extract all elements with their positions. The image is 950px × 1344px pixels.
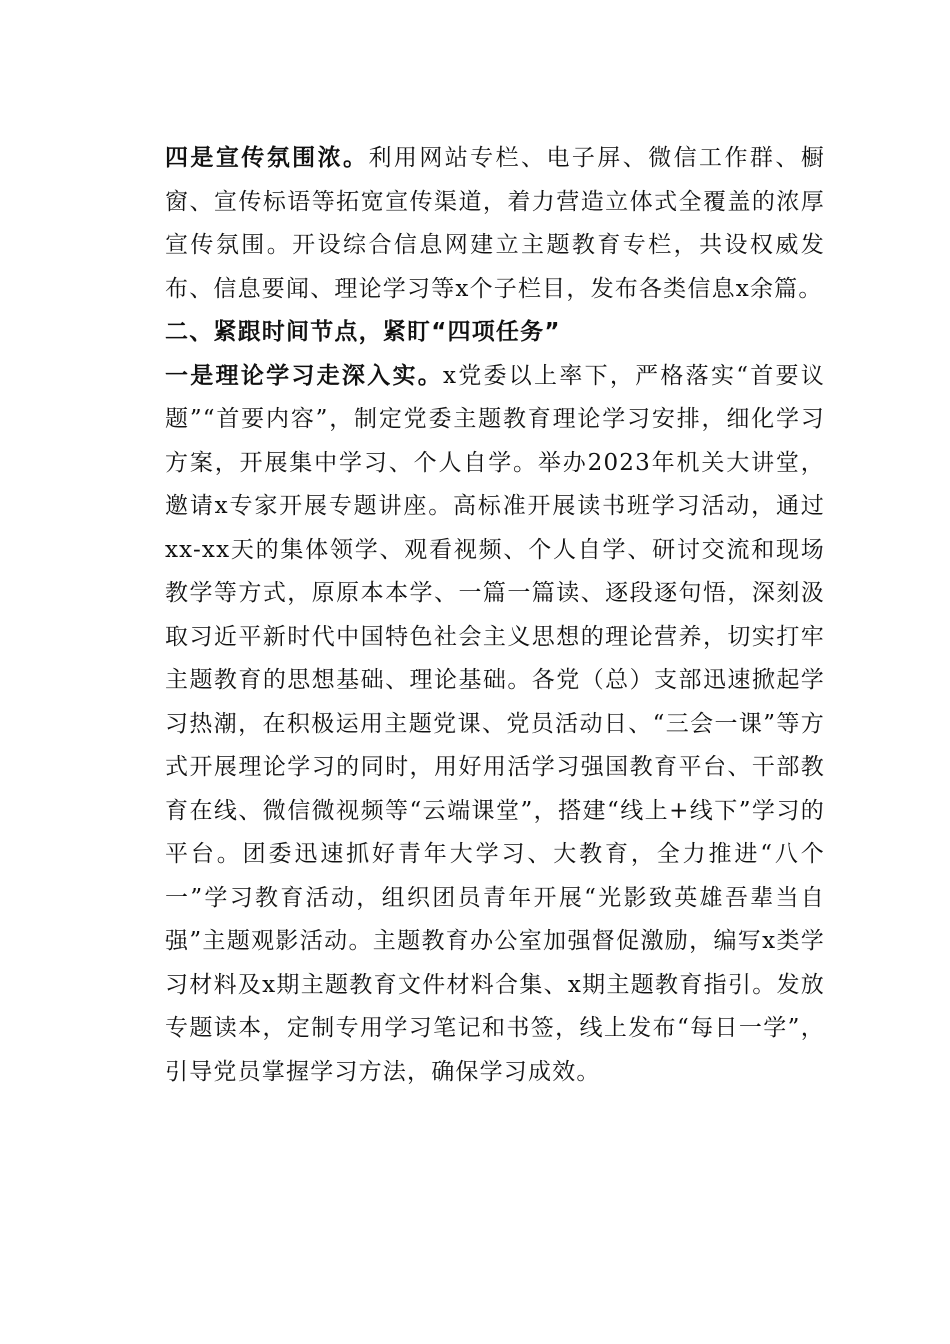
paragraph-lead: 一是理论学习走深入实。: [165, 362, 443, 389]
paragraph-theory-study: [165, 355, 825, 1095]
paragraph-lead: 四是宣传氛围浓。: [165, 145, 369, 171]
paragraph-text: x党委以上率下，严格落实“首要议题”“首要内容”，制定党委主题教育理论学习安排，细化学习方案，开展集中学习、个人自学。举办2023年机关大讲堂，邀请x专家开展专题讲座。高标准开展读书班学习活动，通过xx-xx天的集体领学、观看视频、个人自学、研讨交流和现场教学等方式，原原本本学、一篇一篇读、逐段逐句悟，深刻汲取习近平新时代中国特色社会主义思想的理论营养，切实打牢主题教育的思想基础、理论基础。各党（总）支部迅速掀起学习热潮，在积极运用主题党课、党员活动日、“三会一课”等方式开展理论学习的同时，用好用活学习强国教育平台、干部教育在线、微信微视频等“云端课堂”，搭建“线上+线下”学习的平台。团委迅速抓好青年大学习、大教育，全力推进“八个一”学习教育活动，组织团员青年开展“光影致英雄吾辈当自强”主题观影活动。主题教育办公室加强督促激励，编写x类学习材料及x期主题教育文件材料合集、x期主题教育指引。发放专题读本，定制专用学习笔记和书签，线上发布“每日一学”，引导党员掌握学习方法，确保学习成效。: [165, 362, 826, 1085]
section-heading: 二、紧跟时间节点，紧盯“四项任务”: [165, 319, 561, 345]
document-body: [165, 137, 825, 1094]
paragraph-publicity: [165, 137, 825, 311]
paragraph-text: 利用网站专栏、电子屏、微信工作群、橱窗、宣传标语等拓宽宣传渠道，着力营造立体式全覆盖的浓厚宣传氛围。开设综合信息网建立主题教育专栏，共设权威发布、信息要闻、理论学习等x个子栏目，发布各类信息x余篇。: [165, 145, 825, 302]
